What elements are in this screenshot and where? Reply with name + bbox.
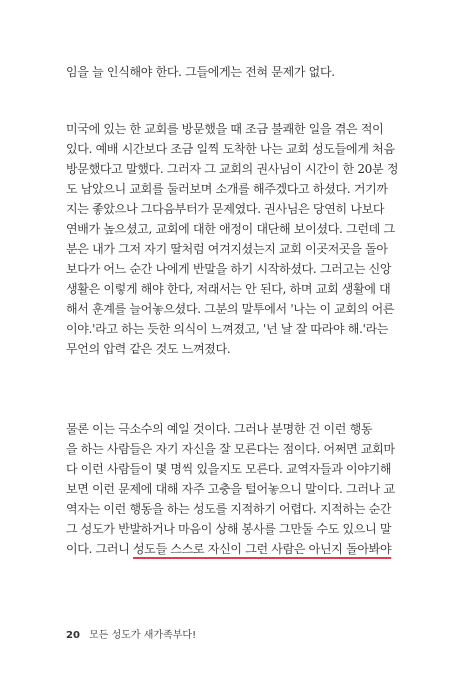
book-title: 모든 성도가 새가족부다! (89, 630, 197, 641)
text-line: 보면 이런 문제에 대해 자주 고충을 털어놓으니 말이다. 그러나 교 (66, 482, 395, 496)
text-line: 그 성도가 반발하거나 마음이 상해 봉사를 그만둘 수도 있으니 말 (66, 522, 392, 536)
page-number: 20 (66, 630, 80, 641)
text-line: 지는 좋았으나 그다음부터가 문제였다. 권사님은 당연히 나보다 (66, 202, 385, 216)
text-line: 해서 훈계를 늘어놓으셨다. 그분의 말투에서 '나는 이 교회의 어른 (66, 302, 395, 316)
text-line: 임을 늘 인식해야 한다. 그들에게는 전혀 문제가 없다. (66, 65, 335, 79)
text-line: 역자는 이런 행동을 하는 성도를 지적하기 어렵다. 지적하는 순간 (66, 502, 392, 516)
text-line: 무언의 압력 같은 것도 느껴졌다. (66, 342, 231, 356)
page-footer (66, 626, 196, 641)
underlined-highlight: 성도들 스스로 자신이 그런 사람은 아닌지 돌아봐야 (133, 542, 392, 556)
text-line: 을 하는 사람들은 자기 자신을 잘 모른다는 점이다. 어쩌면 교회마 (66, 442, 395, 456)
text-line-with-highlight (66, 535, 412, 563)
text-line: 방문했다고 말했다. 그러자 그 교회의 권사님이 시간이 한 20분 정 (66, 162, 399, 176)
text-line: 보다가 어느 순간 나에게 반말을 하기 시작하셨다. 그러고는 신앙 (66, 262, 392, 276)
text-line: 다 이런 사람들이 몇 명씩 있을지도 모른다. 교역자들과 이야기해 (66, 462, 392, 476)
text-segment: 이다. 그러니 (66, 542, 134, 556)
text-line: 이야.'라고 하는 듯한 의식이 느껴졌고, '넌 날 잘 따라야 해.'라는 (66, 322, 389, 336)
text-line: 생활은 이렇게 해야 한다, 저래서는 안 된다, 하며 교회 생활에 대 (66, 282, 391, 296)
text-line: 물론 이는 극소수의 예일 것이다. 그러나 분명한 건 이런 행동 (66, 422, 373, 436)
text-line: 도 남았으니 교회를 둘러보며 소개를 해주겠다고 하셨다. 거기까 (66, 182, 388, 196)
text-line: 있다. 예배 시간보다 조금 일찍 도착한 나는 교회 성도들에게 처음 (66, 142, 395, 156)
text-line: 연배가 높으셨고, 교회에 대한 애정이 대단해 보이셨다. 그런데 그 (66, 222, 395, 236)
text-line: 미국에 있는 한 교회를 방문했을 때 조금 불쾌한 일을 겪은 적이 (66, 122, 384, 136)
text-line: 분은 내가 그저 자기 딸처럼 여겨지셨는지 교회 이곳저곳을 돌아 (66, 242, 388, 256)
